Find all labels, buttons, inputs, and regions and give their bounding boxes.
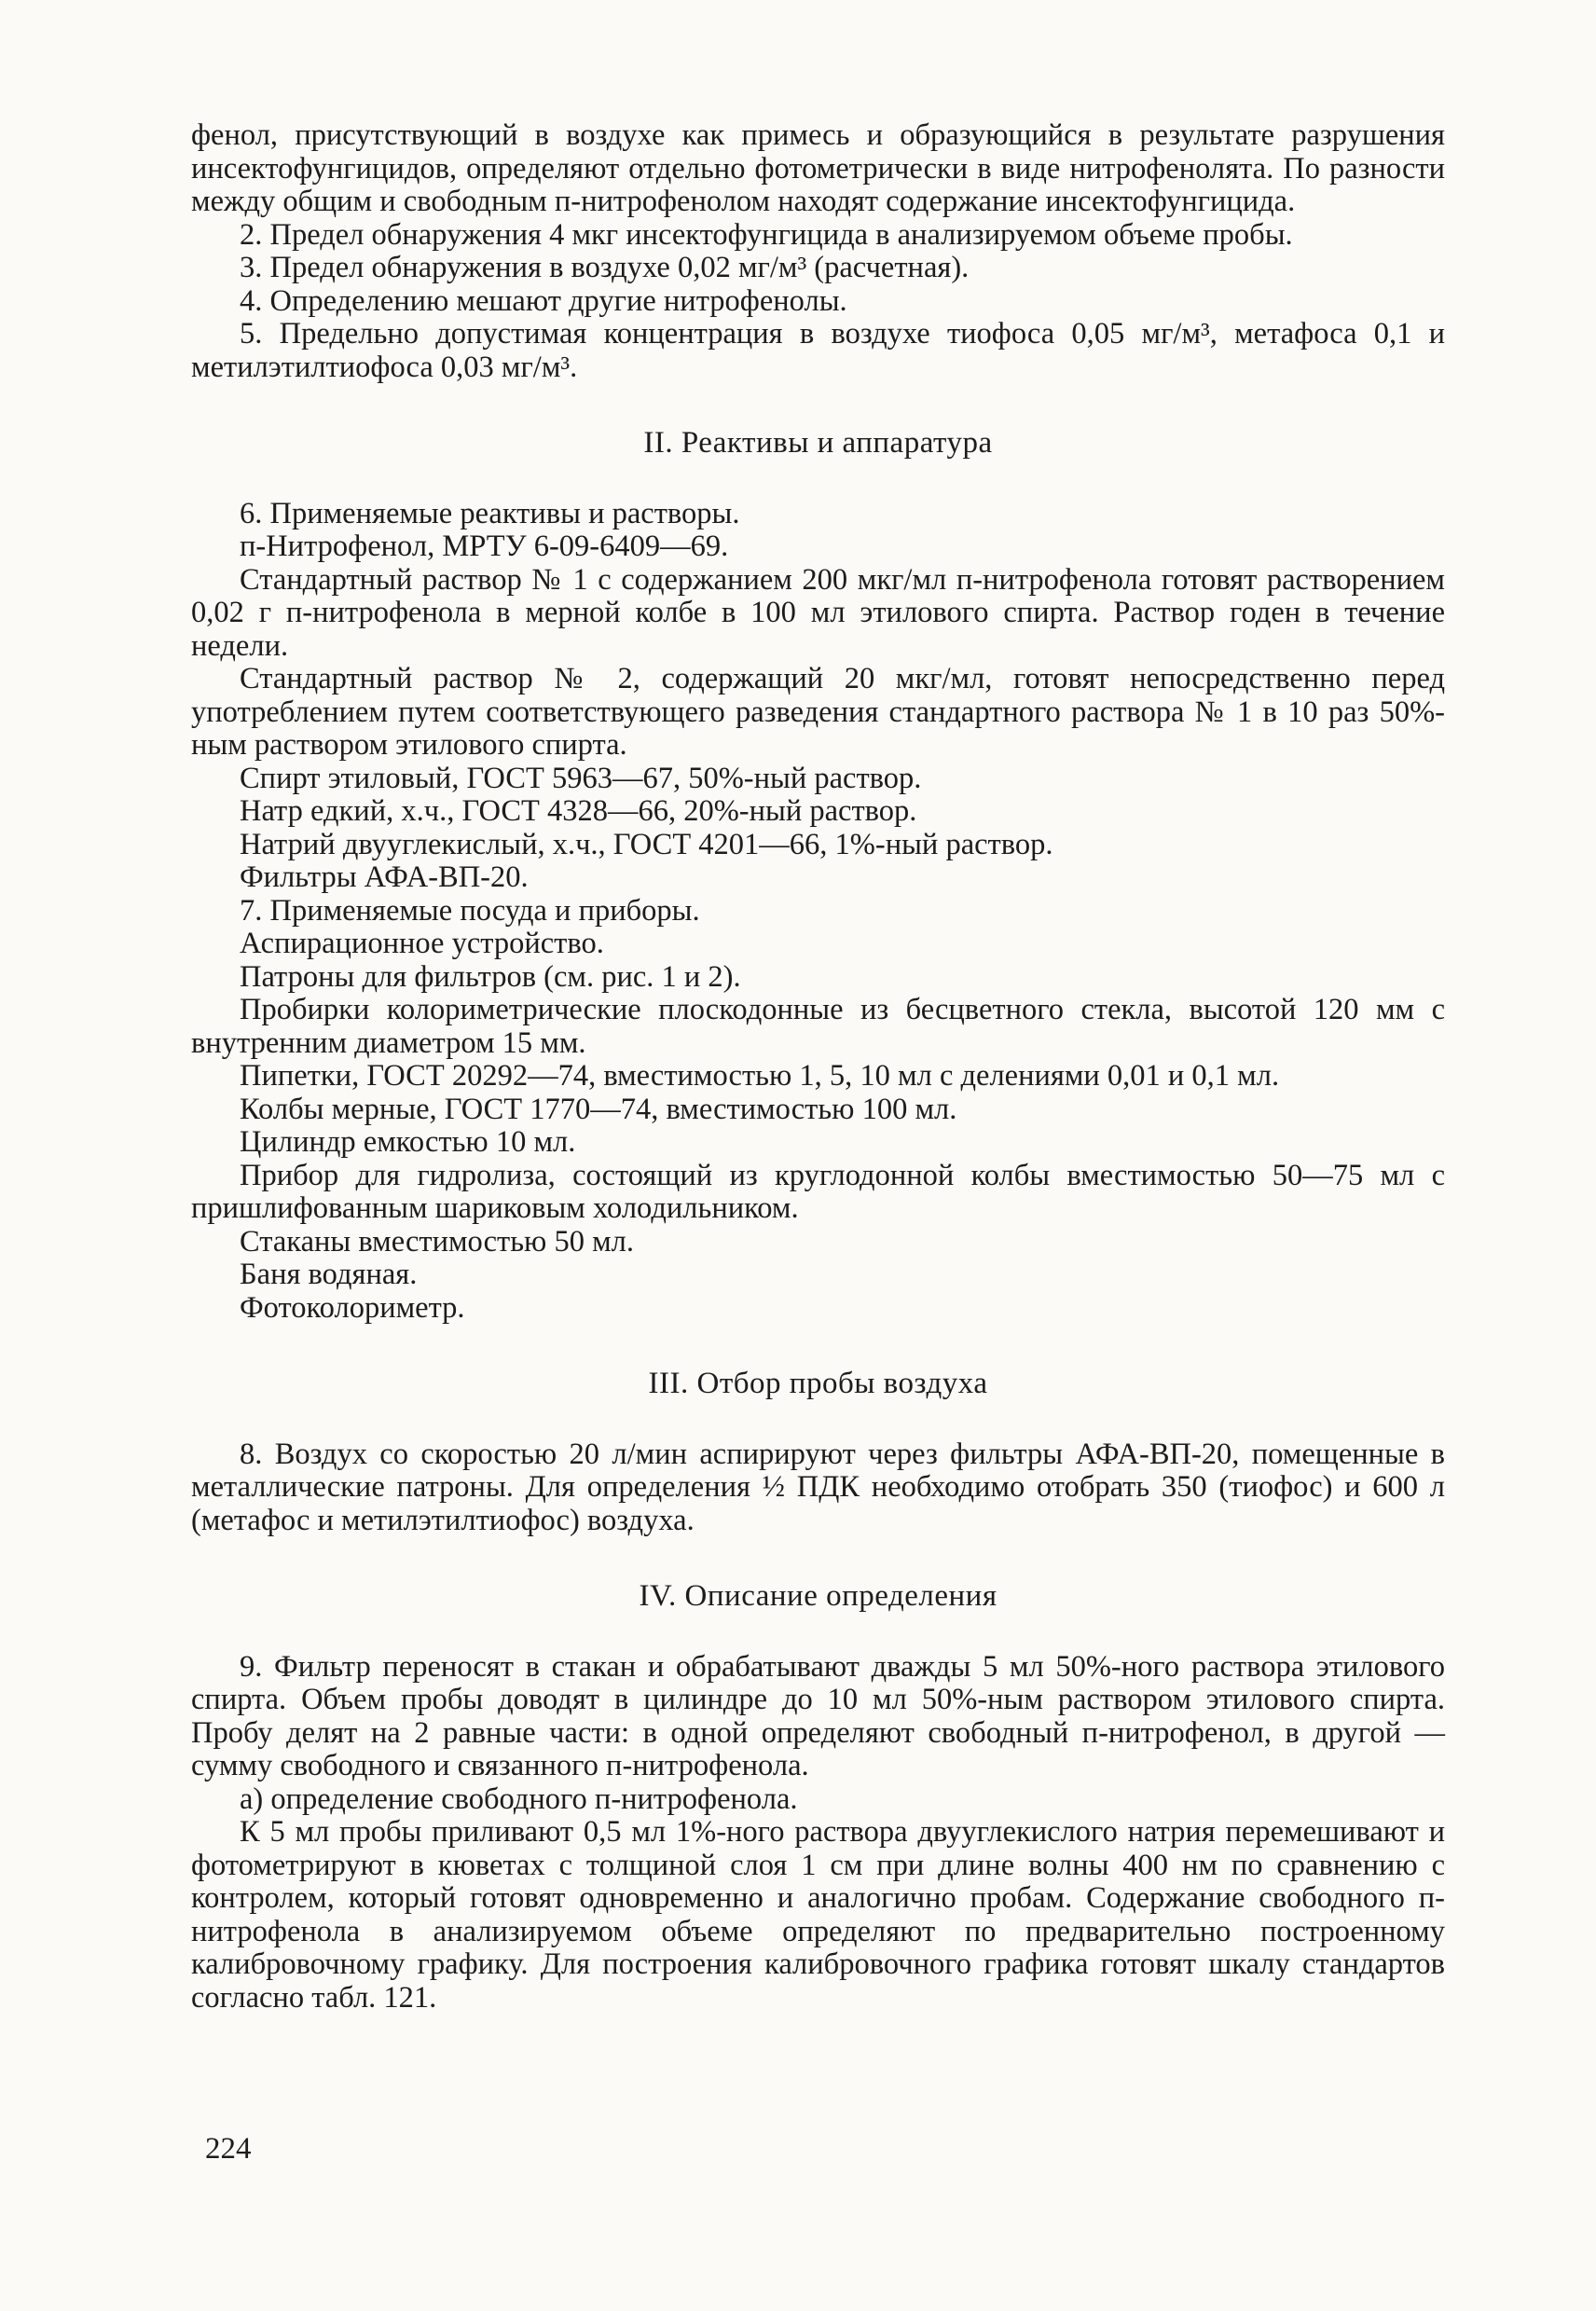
paragraph-7h: Стаканы вместимостью 50 мл. [240,1224,634,1259]
paragraph-6a: п-Нитрофенол, МРТУ 6-09-6409—69. [240,530,729,563]
paragraph-intro: фенол, присутствующий в воздухе как примесь и образующийся в результате разрушения инсектофунгицидов, определяют отдельно фотометрически в виде нитрофенолята. По разности между общим и свободным п-нитрофенолом находят содержание инсектофунгицида. [191,118,1445,218]
paragraph-2: 2. Предел обнаружения 4 мкг инсектофунгицида в анализируемом объеме пробы. [240,217,1293,252]
paragraph-7g: Прибор для гидролиза, состоящий из круглодонной колбы вместимостью 50—75 мл с пришлифованным шариковым холодильником. [191,1158,1445,1225]
section-heading-procedure: IV. Описание определения [639,1579,998,1613]
paragraph-6f: Натрий двууглекислый, х.ч., ГОСТ 4201—66, 1%-ный раствор. [240,827,1053,861]
paragraph-6e: Натр едкий, х.ч., ГОСТ 4328—66, 20%-ный раствор. [240,794,917,828]
paragraph-7j: Фотоколориметр. [240,1290,465,1325]
paragraph-9a: а) определение свободного п-нитрофенола. [240,1781,798,1816]
paragraph-3: 3. Предел обнаружения в воздухе 0,02 мг/м³ (расчетная). [240,251,970,284]
paragraph-5: 5. Предельно допустимая концентрация в воздухе тиофоса 0,05 мг/м³, метафоса 0,1 и метилэтилтиофоса 0,03 мг/м³. [191,317,1445,384]
paragraph-7i: Баня водяная. [240,1258,418,1291]
paragraph-9: 9. Фильтр переносят в стакан и обрабатывают дважды 5 мл 50%-ного раствора этилового спирта. Объем пробы доводят в цилиндре до 10 мл 50%-ным раствором этилового спирта. Пробу делят на 2 равные части: в одной определяют свободный п-нитрофенол, в другой — сумму свободного и связанного п-нитрофенола. [191,1649,1445,1782]
paragraph-6c: Стандартный раствор № 2, содержащий 20 мкг/мл, готовят непосредственно перед употреблением путем соответствующего разведения стандартного раствора № 1 в 10 раз 50%-ным раствором этилового спирта. [191,662,1445,762]
paragraph-7d: Пипетки, ГОСТ 20292—74, вместимостью 1, 5, 10 мл с делениями 0,01 и 0,1 мл. [240,1059,1280,1093]
paragraph-6g: Фильтры АФА-ВП-20. [240,860,529,894]
paragraph-6: 6. Применяемые реактивы и растворы. [240,496,740,530]
paragraph-6d: Спирт этиловый, ГОСТ 5963—67, 50%-ный раствор. [240,761,922,795]
paragraph-7: 7. Применяемые посуда и приборы. [240,893,700,928]
section-heading-reagents: II. Реактивы и аппаратура [643,426,993,460]
paragraph-9b: К 5 мл пробы приливают 0,5 мл 1%-ного раствора двууглекислого натрия перемешивают и фотометрируют в кюветах с толщиной слоя 1 см при длине волны 400 нм по сравнению с контролем, который готовят одновременно и аналогично пробам. Содержание свободного п-нитрофенола в анализируемом объеме определяют по предварительно построенному калибровочному графику. Для построения калибровочного графика готовят шкалу стандартов согласно табл. 121. [191,1815,1445,2015]
section-heading-sampling: III. Отбор пробы воздуха [648,1367,988,1400]
paragraph-6b: Стандартный раствор № 1 с содержанием 200 мкг/мл п-нитрофенола готовят растворением 0,02 г п-нитрофенола в мерной колбе в 100 мл этилового спирта. Раствор годен в течение недели. [191,562,1445,663]
paragraph-7b: Патроны для фильтров (см. рис. 1 и 2). [240,959,741,994]
paragraph-7c: Пробирки колориметрические плоскодонные из бесцветного стекла, высотой 120 мм с внутренним диаметром 15 мм. [191,993,1445,1060]
paragraph-7f: Цилиндр емкостью 10 мл. [240,1125,576,1159]
text-column [191,119,1445,2015]
page-number: 224 [205,2132,252,2166]
paragraph-7a: Аспирационное устройство. [240,927,604,960]
paragraph-7e: Колбы мерные, ГОСТ 1770—74, вместимостью 100 мл. [240,1092,957,1126]
paragraph-8: 8. Воздух со скоростью 20 л/мин аспирируют через фильтры АФА-ВП-20, помещенные в металлические патроны. Для определения ½ ПДК необходимо отобрать 350 (тиофос) и 600 л (метафос и метилэтилтиофос) воздуха. [191,1437,1445,1537]
paragraph-4: 4. Определению мешают другие нитрофенолы. [240,283,847,318]
